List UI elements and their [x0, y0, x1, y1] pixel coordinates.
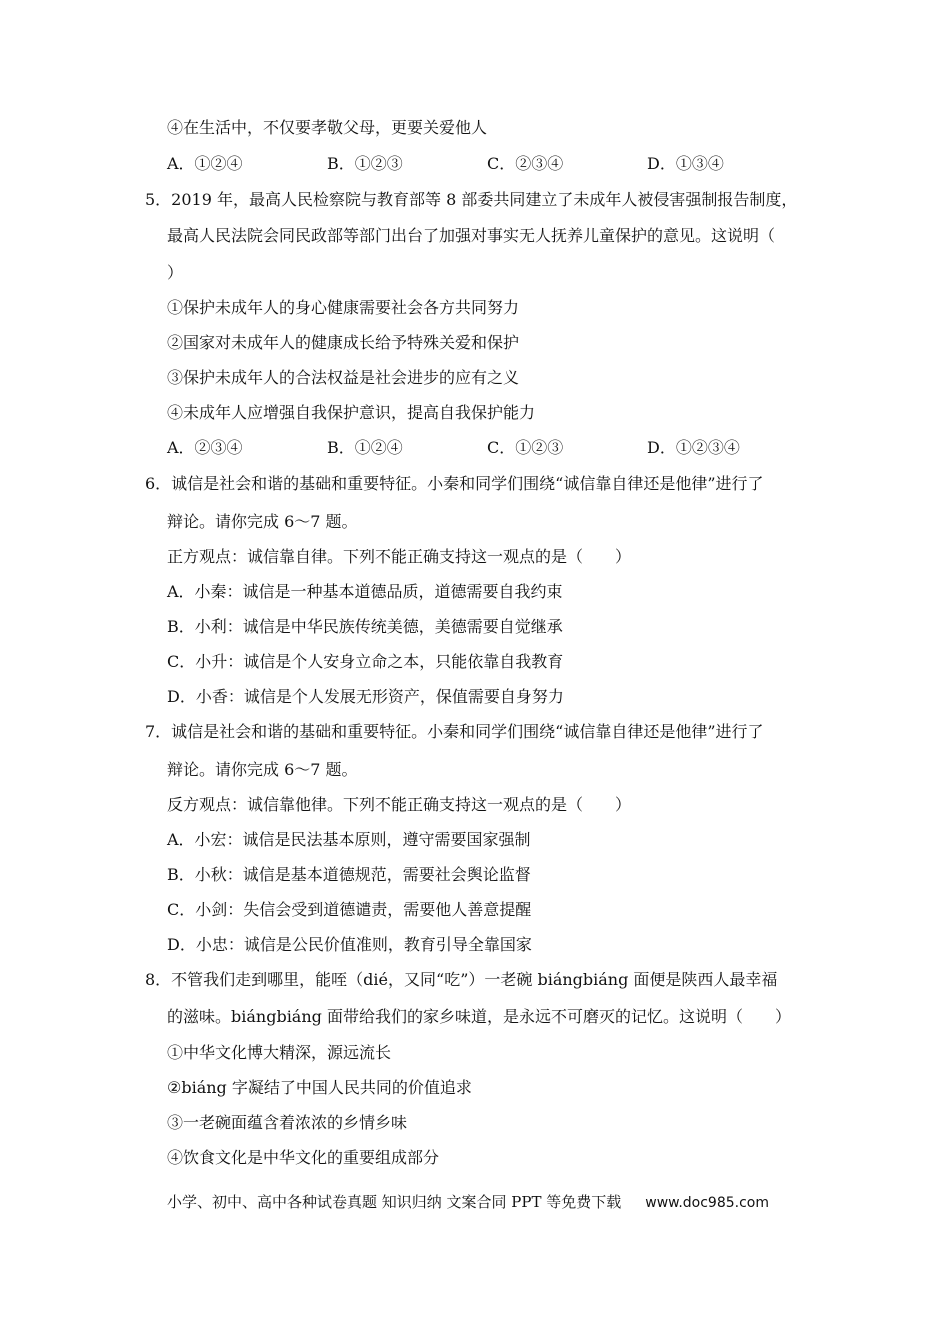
option-d: D．①③④: [647, 154, 724, 173]
q5-stem-line1: 5．2019 年，最高人民检察院与教育部等 8 部委共同建立了未成年人被侵害强制报告制度，: [145, 190, 798, 209]
q7-prompt: 反方观点：诚信靠他律。下列不能正确支持这一观点的是（ ）: [167, 795, 632, 814]
q4-statement-4: ④在生活中，不仅要孝敬父母，更要关爱他人: [167, 118, 488, 137]
option-a: A．②③④: [167, 438, 243, 457]
q8-stem-line1: 8．不管我们走到哪里，能咥（dié，又同“吃”）一老碗 biángbiáng 面便是陕西人最幸福: [145, 970, 778, 989]
q5-statement-1: ①保护未成年人的身心健康需要社会各方共同努力: [167, 298, 520, 317]
q5-statement-3: ③保护未成年人的合法权益是社会进步的应有之义: [167, 368, 520, 387]
q6-prompt: 正方观点：诚信靠自律。下列不能正确支持这一观点的是（ ）: [167, 547, 632, 566]
footer-text: 小学、初中、高中各种试卷真题 知识归纳 文案合同 PPT 等免费下载: [167, 1193, 622, 1211]
option-d: D．①②③④: [647, 438, 740, 457]
q5-statement-2: ②国家对未成年人的健康成长给予特殊关爱和保护: [167, 333, 520, 352]
option-b: B．①②④: [327, 438, 403, 457]
q7-stem-line2: 辩论。请你完成 6～7 题。: [167, 760, 358, 779]
q5-stem-line3: ）: [167, 263, 184, 282]
q6-stem-line1: 6．诚信是社会和谐的基础和重要特征。小秦和同学们围绕“诚信靠自律还是他律”进行了: [145, 474, 764, 493]
q4-options: [167, 154, 807, 174]
q7-stem-line1: 7．诚信是社会和谐的基础和重要特征。小秦和同学们围绕“诚信靠自律还是他律”进行了: [145, 722, 764, 741]
q6-option-b: B．小利：诚信是中华民族传统美德，美德需要自觉继承: [167, 617, 563, 636]
q8-statement-1: ①中华文化博大精深，源远流长: [167, 1043, 392, 1062]
q6-option-c: C．小升：诚信是个人安身立命之本，只能依靠自我教育: [167, 652, 564, 671]
q8-statement-4: ④饮食文化是中华文化的重要组成部分: [167, 1148, 440, 1167]
q8-stem-line2: 的滋味。biángbiáng 面带给我们的家乡味道，是永远不可磨灭的记忆。这说明（ ）: [167, 1007, 791, 1026]
q5-statement-4: ④未成年人应增强自我保护意识，提高自我保护能力: [167, 403, 536, 422]
page-footer: [167, 1191, 769, 1212]
q6-option-d: D．小香：诚信是个人发展无形资产，保值需要自身努力: [167, 687, 564, 706]
q8-statement-3: ③一老碗面蕴含着浓浓的乡情乡味: [167, 1113, 408, 1132]
q7-option-d: D．小忠：诚信是公民价值准则，教育引导全靠国家: [167, 935, 532, 954]
option-c: C．②③④: [487, 154, 564, 173]
q7-option-a: A．小宏：诚信是民法基本原则，遵守需要国家强制: [167, 830, 531, 849]
q7-option-b: B．小秋：诚信是基本道德规范，需要社会舆论监督: [167, 865, 531, 884]
option-c: C．①②③: [487, 438, 564, 457]
q7-option-c: C．小剑：失信会受到道德谴责，需要他人善意提醒: [167, 900, 532, 919]
q5-stem-line2: 最高人民法院会同民政部等部门出台了加强对事实无人抚养儿童保护的意见。这说明（: [167, 226, 776, 245]
footer-url[interactable]: www.doc985.com: [645, 1195, 770, 1211]
option-b: B．①②③: [327, 154, 403, 173]
q8-statement-2: ②biáng 字凝结了中国人民共同的价值追求: [167, 1078, 472, 1097]
option-a: A．①②④: [167, 154, 243, 173]
q6-option-a: A．小秦：诚信是一种基本道德品质，道德需要自我约束: [167, 582, 563, 601]
q5-options: [167, 438, 807, 458]
q6-stem-line2: 辩论。请你完成 6～7 题。: [167, 512, 358, 531]
